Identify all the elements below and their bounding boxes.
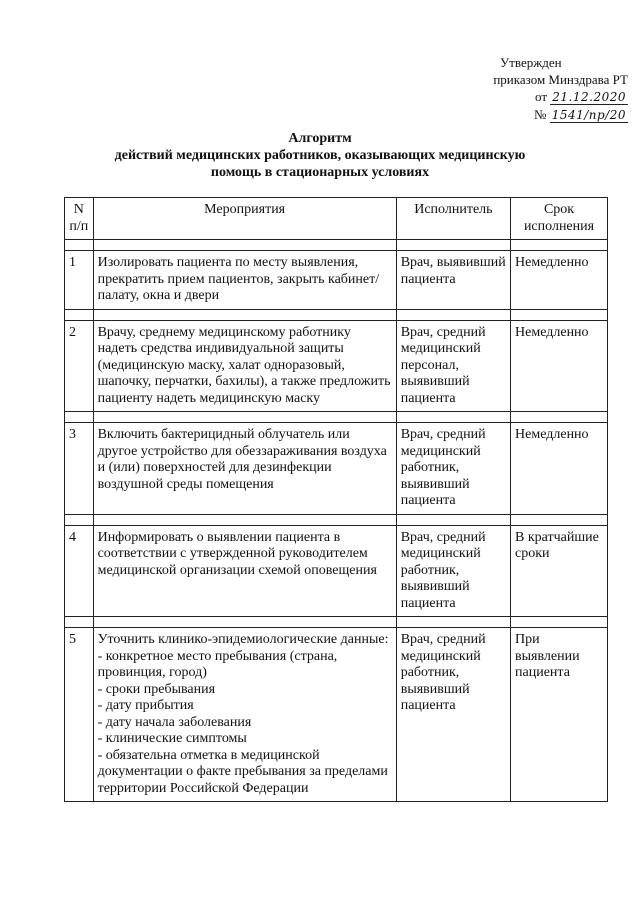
row-executor: Врач, средний медицинский работник, выявивший пациента: [396, 525, 510, 617]
row-action: Врачу, среднему медицинскому работнику надеть средства индивидуальной защиты (медицинскую маску, халат одноразовый, шапочку, перчатки, бахилы), а также предложить пациенту надеть медицинскую маску: [93, 320, 396, 412]
table-spacer: [65, 240, 608, 251]
header-num: N п/п: [65, 198, 94, 240]
document-title: [0, 130, 640, 181]
table-spacer: [65, 514, 608, 525]
number-prefix: №: [534, 107, 547, 122]
row-action: Включить бактерицидный облучатель или другое устройство для обеззараживания воздуха и (или) поверхностей для дезинфекции воздушной среды помещения: [93, 423, 396, 515]
table-spacer: [65, 617, 608, 628]
date-handwritten: 21.12.2020: [552, 90, 626, 104]
title-line-2: действий медицинских работников, оказывающих медицинскую: [114, 148, 526, 163]
row-num: 4: [65, 525, 94, 617]
table-row: [65, 423, 608, 515]
row-action: Изолировать пациента по месту выявления, прекратить прием пациентов, закрыть кабинет/палату, окна и двери: [93, 251, 396, 310]
approval-stamp: [448, 54, 628, 124]
row-executor: Врач, средний медицинский персонал, выявивший пациента: [396, 320, 510, 412]
row-num: 3: [65, 423, 94, 515]
approval-order: приказом Минздрава РТ: [493, 72, 628, 87]
header-action: Мероприятия: [93, 198, 396, 240]
row-term: Немедленно: [511, 423, 608, 515]
row-num: 2: [65, 320, 94, 412]
table-row: [65, 628, 608, 802]
row-term: Немедленно: [511, 251, 608, 310]
row-executor: Врач, средний медицинский работник, выявивший пациента: [396, 628, 510, 802]
date-prefix: от: [535, 89, 548, 104]
row-num: 5: [65, 628, 94, 802]
header-term: Срок исполнения: [511, 198, 608, 240]
row-term: В кратчайшие сроки: [511, 525, 608, 617]
table-spacer: [65, 309, 608, 320]
table-row: [65, 320, 608, 412]
row-num: 1: [65, 251, 94, 310]
number-handwritten: 1541/пр/20: [551, 108, 626, 122]
title-line-1: Алгоритм: [288, 131, 352, 146]
row-term: При выявлении пациента: [511, 628, 608, 802]
title-line-3: помощь в стационарных условиях: [210, 165, 430, 180]
row-term: Немедленно: [511, 320, 608, 412]
row-executor: Врач, выявивший пациента: [396, 251, 510, 310]
table-row: [65, 525, 608, 617]
algorithm-table: [64, 197, 608, 802]
row-executor: Врач, средний медицинский работник, выявивший пациента: [396, 423, 510, 515]
approval-line: Утвержден: [500, 55, 562, 70]
approval-date: [448, 88, 628, 106]
row-action: Уточнить клинико-эпидемиологические данные: - конкретное место пребывания (страна, провинция, город) - сроки пребывания - дату прибытия - дату начала заболевания - клинические симптомы - обязательна отметка в медицинской документации о факте пребывания за пределами территории Российской Федерации: [93, 628, 396, 802]
row-action: Информировать о выявлении пациента в соответствии с утвержденной руководителем медицинской организации схемой оповещения: [93, 525, 396, 617]
header-executor: Исполнитель: [396, 198, 510, 240]
approval-number: [448, 106, 628, 124]
table-header-row: [65, 198, 608, 240]
table-spacer: [65, 412, 608, 423]
table-row: [65, 251, 608, 310]
